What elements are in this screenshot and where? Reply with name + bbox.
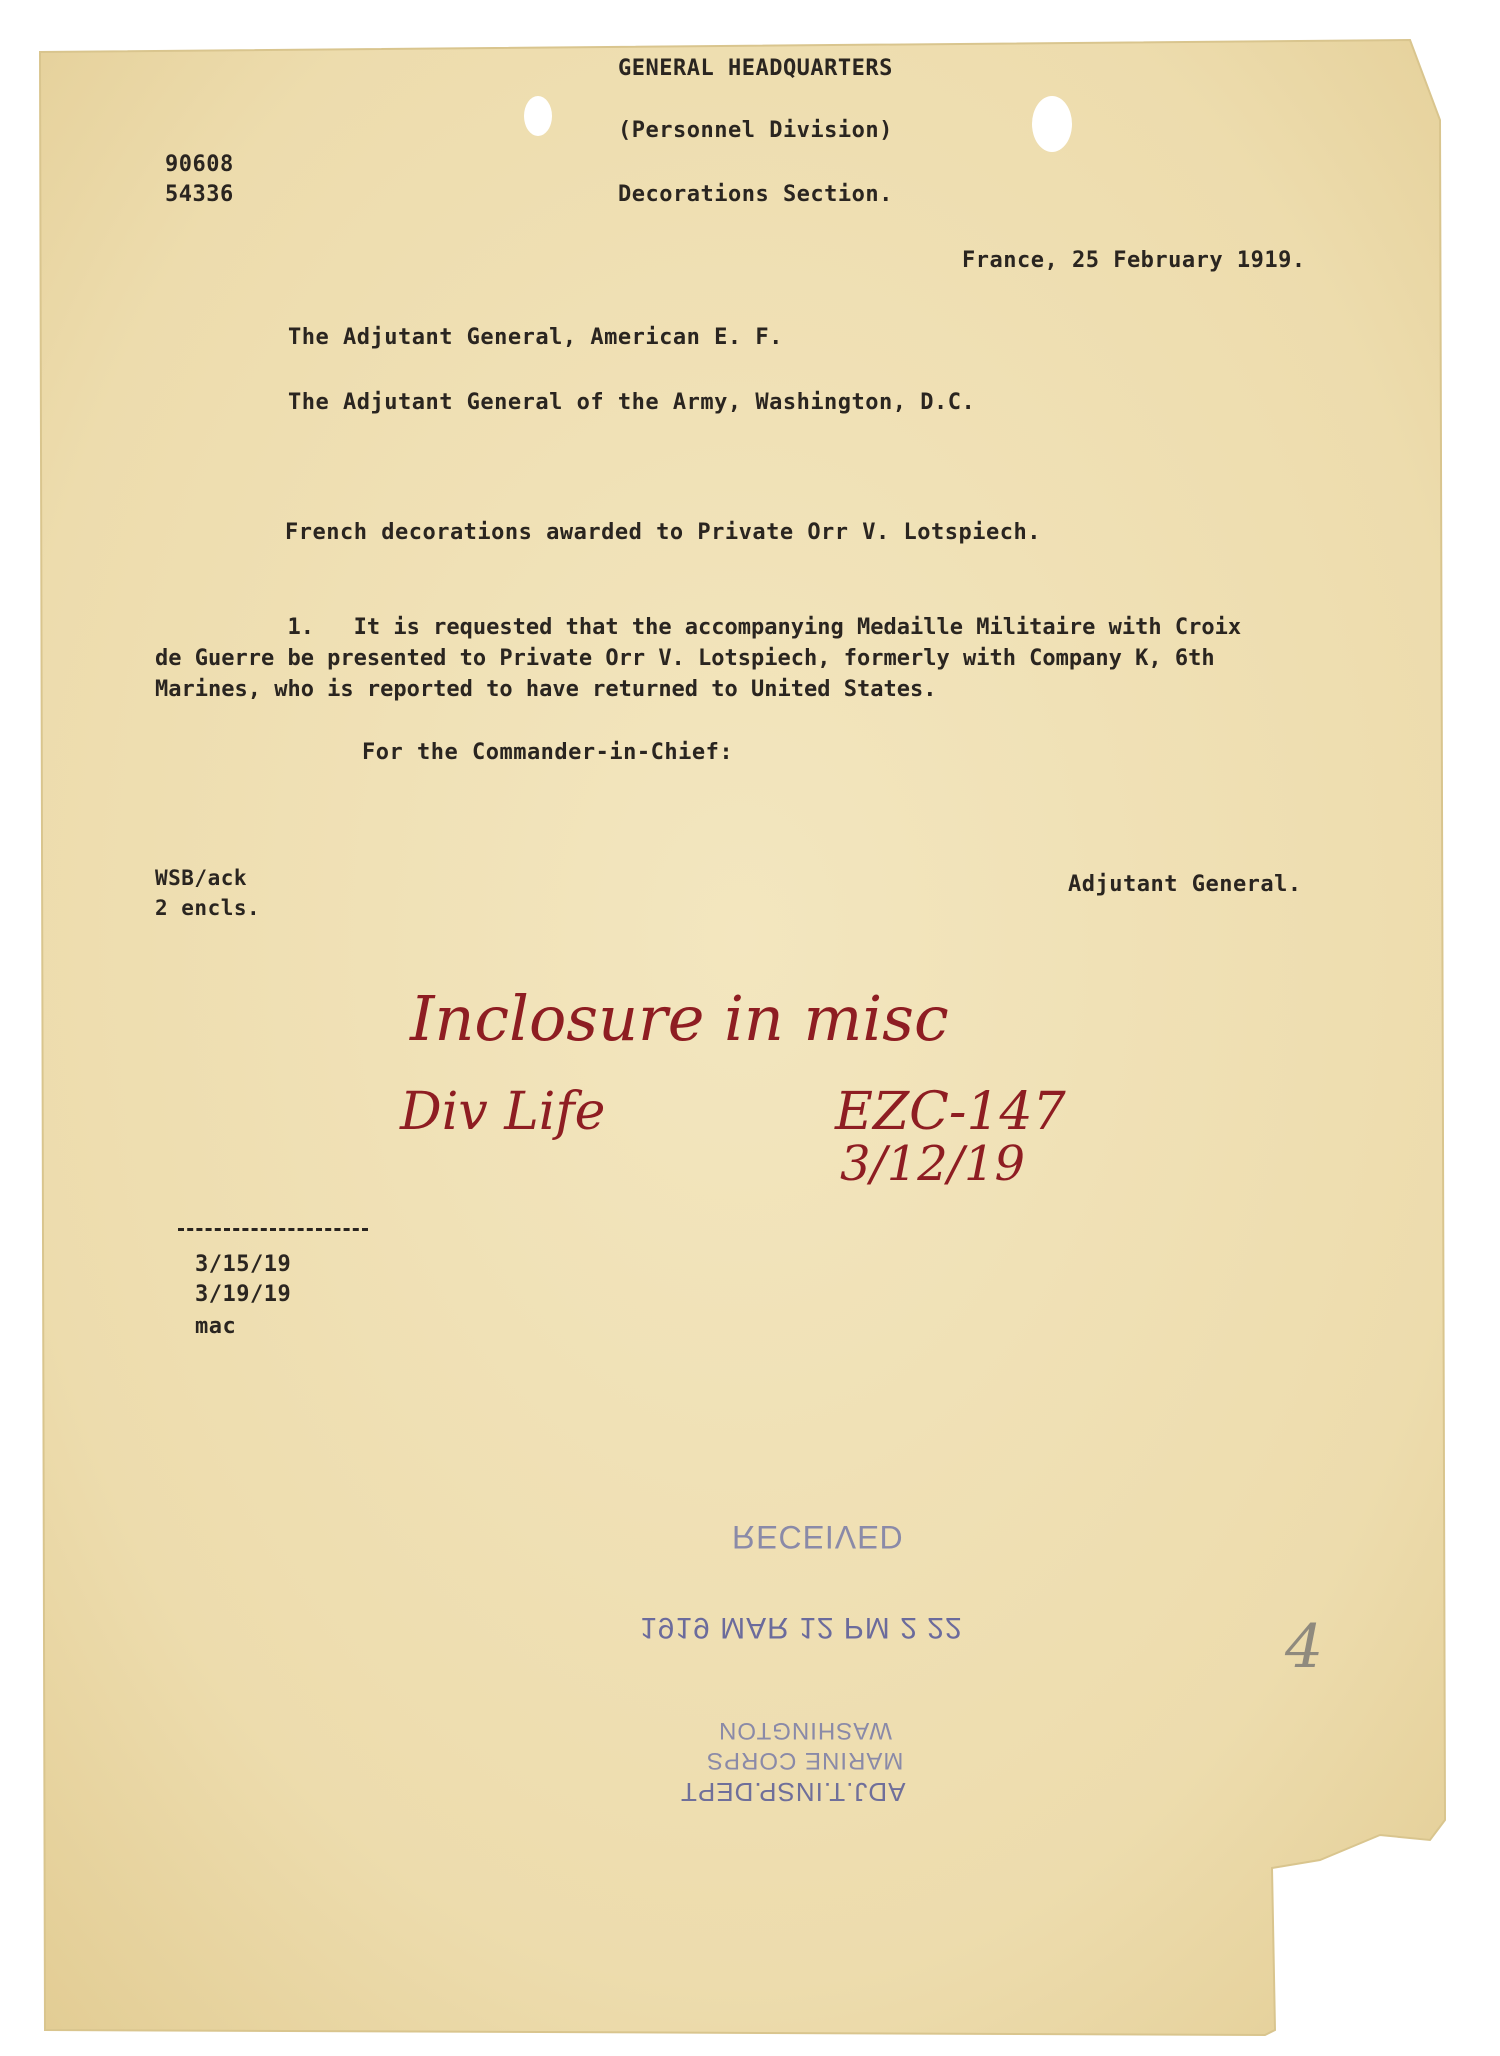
subject-line: French decorations awarded to Private Orr V. Lotspiech. — [285, 520, 1041, 545]
note-date-2: 3/19/19 — [195, 1282, 292, 1307]
body-line: de Guerre be presented to Private Orr V. Lotspiech, formerly with Company K, 6th — [155, 646, 1215, 671]
handwritten-note-line2-right: EZC-147 — [835, 1082, 1066, 1142]
stamp-received: RECEIVED — [732, 1519, 904, 1555]
file-number-2: 54336 — [165, 182, 234, 207]
pencil-page-mark: 4 — [1285, 1612, 1324, 1682]
header-section: Decorations Section. — [618, 182, 893, 207]
to-line: The Adjutant General of the Army, Washington, D.C. — [288, 390, 976, 415]
handwritten-note-date: 3/12/19 — [840, 1136, 1026, 1192]
note-initials: mac — [195, 1314, 237, 1339]
header-division: (Personnel Division) — [618, 118, 893, 143]
handwritten-note-line2-left: Div Life — [400, 1082, 606, 1142]
stamp-org-line3: ADJ.T.INSP.DEPT — [680, 1777, 906, 1807]
body-paragraph — [155, 612, 1425, 705]
letter-date: France, 25 February 1919. — [962, 248, 1306, 273]
stamp-org-line2: MARINE CORPS — [706, 1747, 904, 1774]
stamp-org-line1: WASHINGTON — [718, 1717, 893, 1744]
reference-initials: WSB/ack — [155, 866, 248, 890]
closing-line: For the Commander-in-Chief: — [362, 740, 734, 765]
body-line: 1. It is requested that the accompanying Medaille Militaire with Croix — [155, 615, 1242, 640]
divider-dashed — [178, 1228, 368, 1231]
enclosures-count: 2 encls. — [155, 896, 261, 920]
body-line: Marines, who is reported to have returned to United States. — [155, 677, 937, 702]
handwritten-note-line1: Inclosure in misc — [410, 982, 949, 1055]
from-line: The Adjutant General, American E. F. — [288, 325, 783, 350]
signature-title: Adjutant General. — [1068, 872, 1302, 897]
file-number-1: 90608 — [165, 152, 234, 177]
header-title: GENERAL HEADQUARTERS — [618, 56, 893, 81]
stamp-datetime: 1919 MAR 12 PM 2 22 — [640, 1611, 963, 1644]
note-date-1: 3/15/19 — [195, 1252, 292, 1277]
